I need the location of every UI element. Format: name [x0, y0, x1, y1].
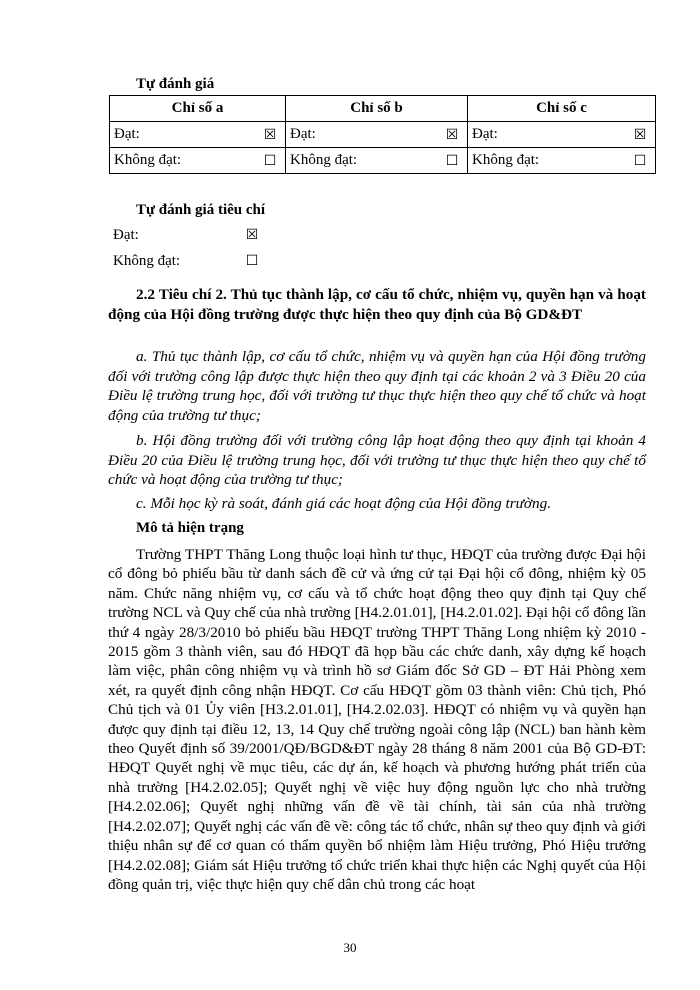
criterion-item-c: c. Mỗi học kỳ rà soát, đánh giá các hoạt động của Hội đồng trường. [136, 495, 552, 512]
status-heading: Mô tả hiện trạng [136, 520, 244, 536]
criterion-fail-label: Không đạt: [113, 253, 181, 269]
table-header-row [110, 96, 656, 122]
fail-label: Không đạt: [472, 152, 540, 168]
empty-box-icon: ☐ [245, 253, 259, 269]
checked-box-icon: ☒ [245, 227, 259, 243]
checked-box-icon: ☒ [633, 126, 647, 143]
criterion-fail-row [113, 253, 263, 270]
criterion-item-a: a. Thủ tục thành lập, cơ cấu tổ chức, nhiệm vụ và quyền hạn của Hội đồng trường đối với trường công lập được thực hiện theo quy định tại các khoản 2 và 3 Điều 20 của Điều lệ trường trung học, đối với trường tư thục thực hiện theo quy chế tổ chức và hoạt động của trường tư thục; [108, 348, 646, 424]
fail-label: Không đạt: [114, 152, 182, 168]
page-number: 30 [343, 940, 357, 955]
checked-box-icon: ☒ [445, 126, 459, 143]
table-row-fail [110, 148, 656, 174]
column-header: Chỉ số c [468, 96, 656, 122]
table-row-pass [110, 122, 656, 148]
column-header: Chỉ số b [286, 96, 468, 122]
criterion-heading: 2.2 Tiêu chí 2. Thủ tục thành lập, cơ cấu tổ chức, nhiệm vụ, quyền hạn và hoạt động của Hội đồng trường được thực hiện theo quy định của Bộ GD&ĐT [108, 286, 646, 323]
criterion-assessment-title: Tự đánh giá tiêu chí [136, 202, 266, 218]
status-body: Trường THPT Thăng Long thuộc loại hình tư thục, HĐQT của trường được Đại hội cổ đông bỏ phiếu bầu từ danh sách đề cử và ứng cử tại Đại hội cổ đông, nhiệm kỳ 05 năm. Chức năng nhiệm vụ, cơ cấu và tổ chức hoạt động theo quy định tại Quy chế trường NCL và Quy chế của nhà trường [H4.2.01.01], [H4.2.01.02]. Đại hội cổ đông lần thứ 4 ngày 28/3/2010 bỏ phiếu bầu HĐQT trường THPT Thăng Long nhiệm kỳ 2010 - 2015 gồm 3 thành viên, sau đó HĐQT đã họp bầu các chức danh, xây dựng kế hoạch làm việc, phân công nhiệm vụ và trình hồ sơ Giám đốc Sở GD – ĐT Hải Phòng xem xét, ra quyết định công nhận HĐQT. Cơ cấu HĐQT gồm 03 thành viên: Chủ tịch, Phó Chủ tịch và 01 Ủy viên [H3.2.01.01], [H4.2.02.03]. HĐQT có nhiệm vụ và quyền hạn được quy định tại điều 12, 13, 14 Quy chế trường ngoài công lập (NCL) ban hành kèm theo Quyết định số 39/2001/QĐ/BGD&ĐT ngày 28 tháng 8 năm 2001 của Bộ GD-ĐT: HĐQT Quyết nghị về mục tiêu, các dự án, kế hoạch và phương hướng phát triển của nhà trường [H4.2.02.05]; Quyết nghị về việc huy động nguồn lực cho nhà trường [H4.2.02.06]; Quyết nghị những vấn đề về tài chính, tài sản của nhà trường [H4.2.02.07]; Quyết nghị các vấn đề về: công tác tổ chức, nhân sự theo quy định và giới thiệu nhân sự để cơ quan có thẩm quyền bổ nhiệm làm Hiệu trưởng, Phó Hiệu trưởng [H4.2.02.08]; Giám sát Hiệu trưởng tổ chức triển khai thực hiện các Nghị quyết của Hội đồng quản trị, việc thực hiện quy chế dân chủ trong các hoạt [108, 546, 646, 893]
criterion-pass-row [113, 227, 263, 244]
empty-box-icon: ☐ [263, 152, 277, 169]
criterion-pass-label: Đạt: [113, 227, 139, 243]
column-header: Chỉ số a [110, 96, 286, 122]
criterion-item-b: b. Hội đồng trường đối với trường công lập hoạt động theo quy định tại khoản 4 Điều 20 của Điều lệ trường trung học, đối với trường tư thục thực hiện theo quy chế tổ chức và hoạt động của trường tư thục; [108, 432, 646, 488]
empty-box-icon: ☐ [445, 152, 459, 169]
checked-box-icon: ☒ [263, 126, 277, 143]
fail-label: Không đạt: [290, 152, 358, 168]
pass-label: Đạt: [114, 126, 140, 142]
self-assessment-table [109, 95, 656, 174]
empty-box-icon: ☐ [633, 152, 647, 169]
self-assessment-title: Tự đánh giá [136, 76, 215, 92]
pass-label: Đạt: [290, 126, 316, 142]
pass-label: Đạt: [472, 126, 498, 142]
